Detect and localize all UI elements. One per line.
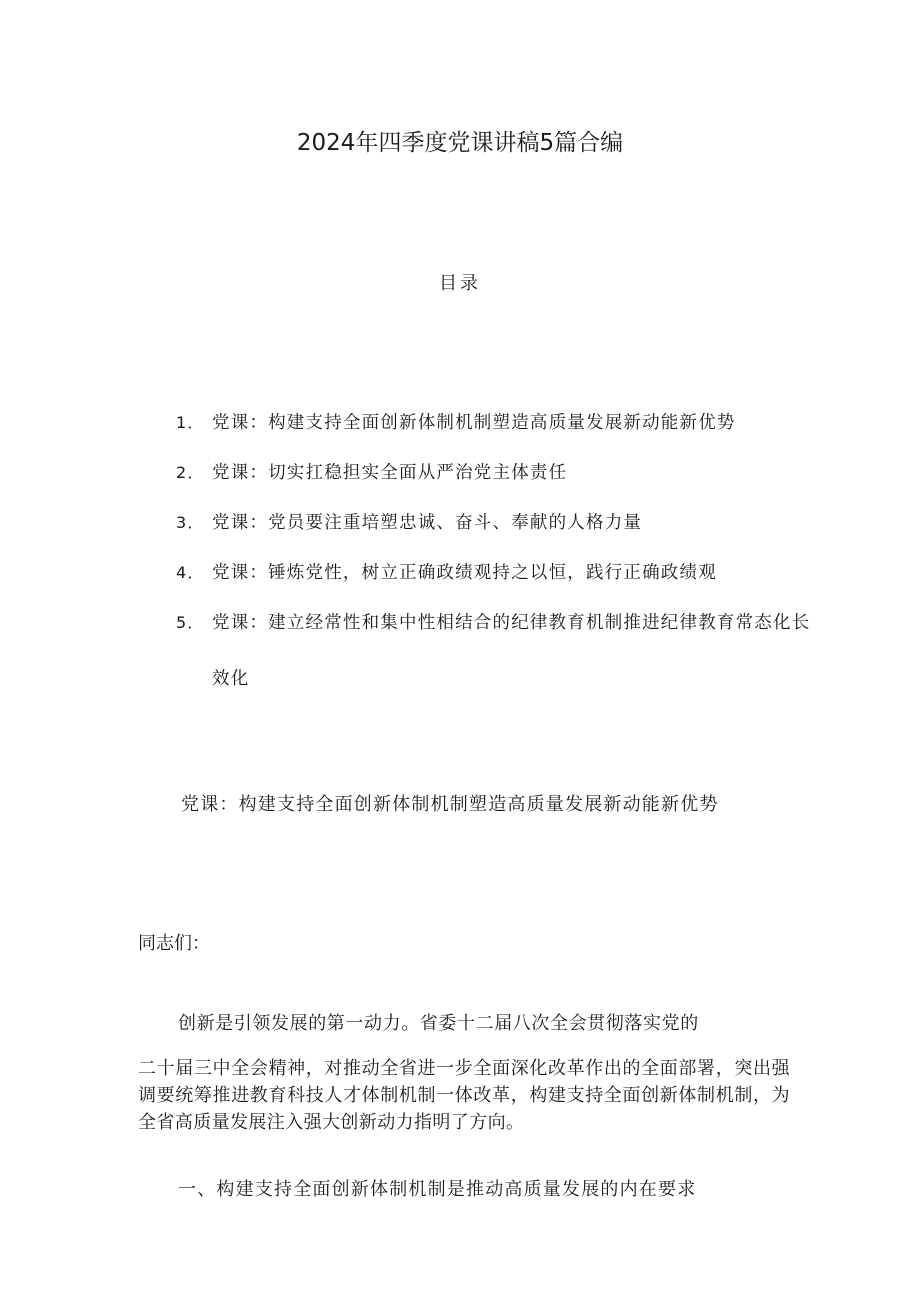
toc-item-number: 3．: [176, 513, 205, 532]
toc-item-text: 党课：锤炼党性，树立正确政绩观持之以恒，践行正确政绩观: [212, 563, 717, 583]
toc-item: [176, 510, 816, 536]
salutation: 同志们：: [138, 933, 210, 954]
body-paragraph: 创新是引领发展的第一动力。省委十二届八次全会贯彻落实党的: [178, 1013, 699, 1034]
toc-item-number: 1．: [176, 413, 205, 432]
toc-item: [176, 560, 816, 586]
toc-item-number: 5．: [176, 613, 205, 632]
body-paragraph: 二十届三中全会精神，对推动全省进一步全面深化改革作出的全面部署，突出强调要统筹推进教育科技人才体制机制一体改革，构建支持全面创新体制机制，为全省高质量发展注入强大创新动力指明了方向。: [138, 1058, 790, 1133]
toc-item-text: 党课：构建支持全面创新体制机制塑造高质量发展新动能新优势: [212, 413, 736, 433]
toc-item-number: 2．: [176, 463, 205, 482]
toc-item-text: 党课：党员要注重培塑忠诚、奋斗、奉献的人格力量: [212, 513, 643, 533]
toc-item: [176, 410, 816, 436]
document-title: 2024年四季度党课讲稿5篇合编: [296, 130, 624, 156]
toc-heading: 目录: [439, 273, 481, 294]
section-heading: 一、构建支持全面创新体制机制是推动高质量发展的内在要求: [178, 1179, 697, 1200]
toc-item-text: 党课：切实扛稳担实全面从严治党主体责任: [212, 463, 568, 483]
table-of-contents: [176, 410, 816, 731]
toc-item: [176, 610, 816, 707]
toc-item-number: 4．: [176, 563, 205, 582]
toc-item-text: 党课：建立经常性和集中性相结合的纪律教育机制推进纪律教育常态化长效化: [212, 613, 811, 689]
toc-item: [176, 460, 816, 486]
section-title: 党课：构建支持全面创新体制机制塑造高质量发展新动能新优势: [181, 794, 719, 815]
